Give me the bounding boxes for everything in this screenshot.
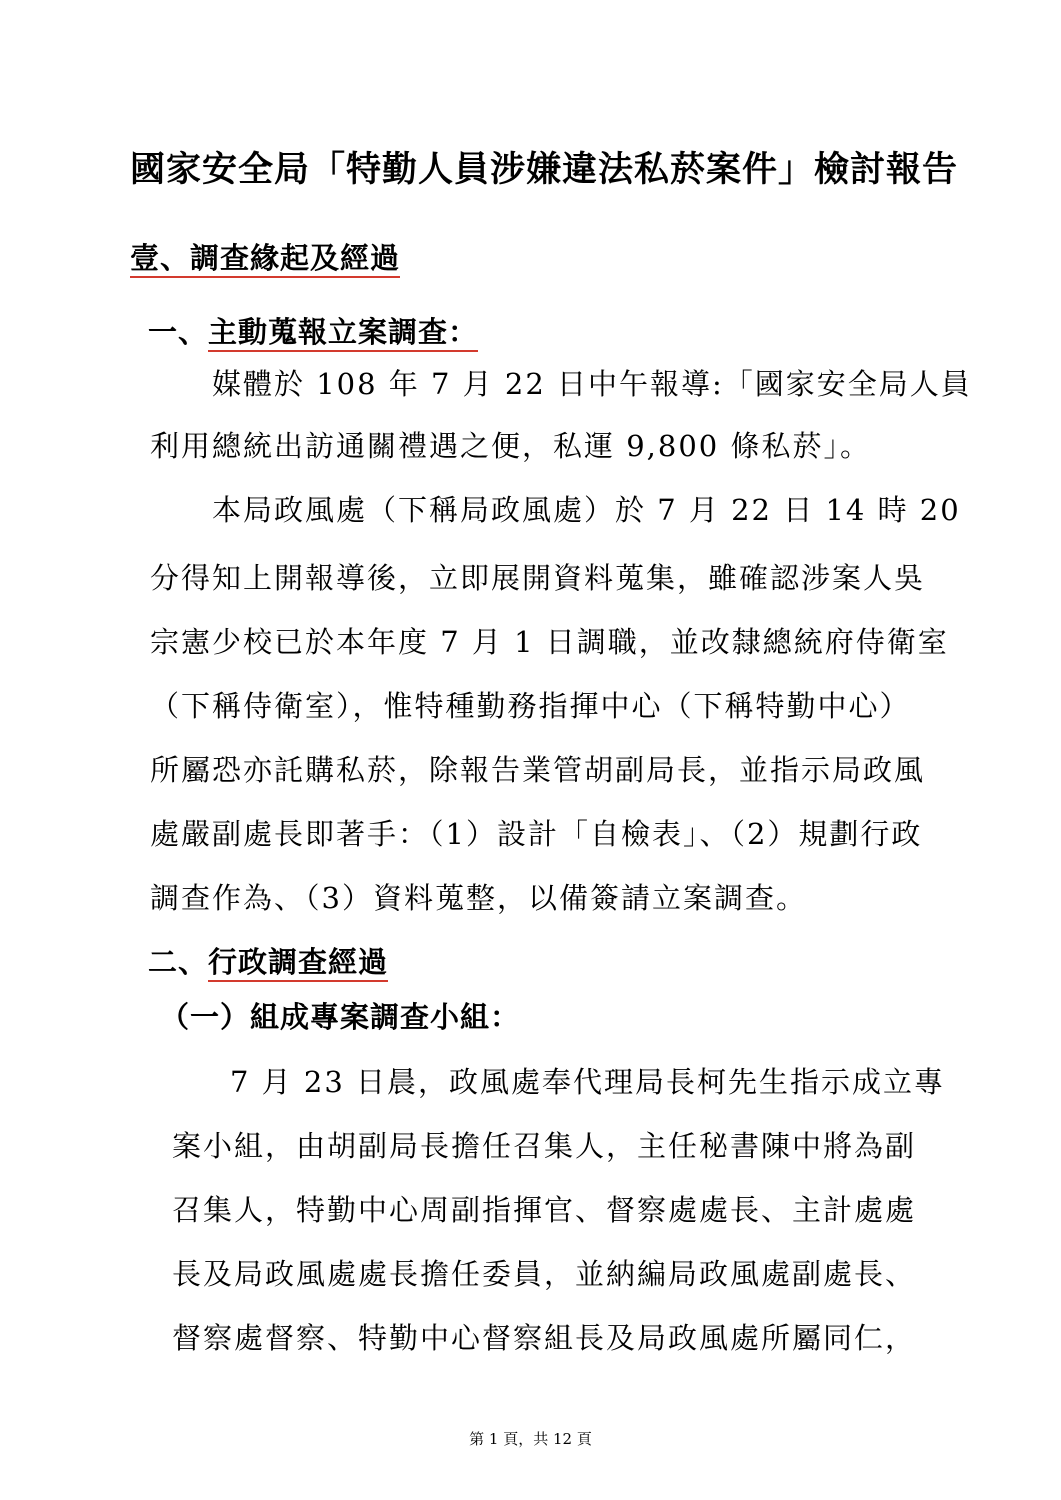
page-title: 國家安全局「特勤人員涉嫌違法私菸案件」檢討報告 xyxy=(130,149,959,190)
page-number-footer: 第 1 頁，共 12 頁 xyxy=(469,1430,592,1448)
paragraph-line: 召集人，特勤中心周副指揮官、督察處處長、主計處處 xyxy=(172,1193,917,1227)
paragraph-line: 督察處督察、特勤中心督察組長及局政風處所屬同仁， xyxy=(172,1321,917,1355)
paragraph-line: 媒體於 108 年 7 月 22 日中午報導:「國家安全局人員 xyxy=(212,367,972,401)
subsection-2-prefix: 二、 xyxy=(148,945,209,979)
paragraph-line: （下稱侍衛室），惟特種勤務指揮中心（下稱特勤中心） xyxy=(150,689,911,723)
paragraph-line: 宗憲少校已於本年度 7 月 1 日調職，並改隸總統府侍衛室 xyxy=(150,625,949,659)
section-heading-1-text: 壹、調查緣起及經過 xyxy=(130,241,400,278)
subsection-heading-2-1: （一）組成專案調查小組： xyxy=(160,1000,521,1034)
subsection-1-label: 主動蒐報立案調查： xyxy=(208,315,478,352)
paragraph-line: 分得知上開報導後，立即展開資料蒐集，雖確認涉案人吳 xyxy=(150,561,926,595)
paragraph-line: 處嚴副處長即著手：（1）設計「自檢表」、（2）規劃行政 xyxy=(150,817,923,851)
paragraph-line: 長及局政風處處長擔任委員，並納編局政風處副處長、 xyxy=(172,1257,917,1291)
subsection-1-prefix: 一、 xyxy=(148,315,209,349)
subsection-heading-2 xyxy=(148,940,388,981)
paragraph-line: 調查作為、（3）資料蒐整，以備簽請立案調查。 xyxy=(150,881,807,915)
paragraph-line: 利用總統出訪通關禮遇之便，私運 9,800 條私菸」。 xyxy=(150,429,871,463)
subsection-2-label: 行政調查經過 xyxy=(208,945,388,982)
subsection-heading-1 xyxy=(148,310,478,351)
paragraph-line: 7 月 23 日晨，政風處奉代理局長柯先生指示成立專 xyxy=(230,1065,946,1099)
paragraph-line: 本局政風處（下稱局政風處）於 7 月 22 日 14 時 20 xyxy=(212,493,961,527)
paragraph-line: 案小組，由胡副局長擔任召集人，主任秘書陳中將為副 xyxy=(172,1129,917,1163)
paragraph-line: 所屬恐亦託購私菸，除報告業管胡副局長，並指示局政風 xyxy=(150,753,926,787)
section-heading-1 xyxy=(130,236,400,277)
